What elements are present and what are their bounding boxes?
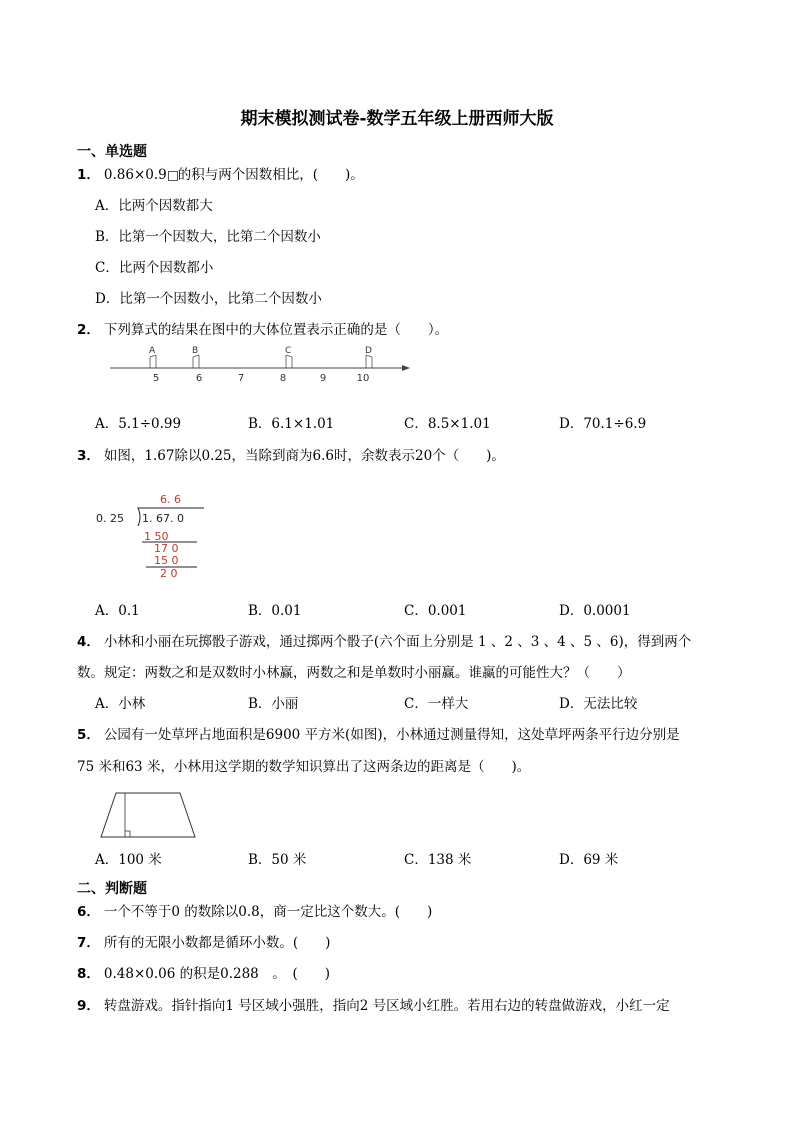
question-4-line-2: 数。规定：两数之和是双数时小林赢，两数之和是单数时小丽赢。谁赢的可能性大？（ ） bbox=[77, 665, 631, 681]
option-d: D．比第一个因数小，比第二个因数小 bbox=[95, 291, 322, 307]
question-5-line-2: 75 米和63 米，小林用这学期的数学知识算出了这两条边的距离是（ )。 bbox=[77, 759, 531, 775]
division-divisor: 0. 25 bbox=[96, 512, 124, 525]
question-5 bbox=[77, 725, 680, 745]
question-text: 公园有一处草坪占地面积是6900 平方米(如图)，小林通过测量得知，这处草坪两条平行边分别是 bbox=[103, 727, 680, 743]
division-quotient: 6. 6 bbox=[160, 493, 181, 506]
tick-label: 7 bbox=[237, 373, 245, 384]
trapezoid-figure bbox=[99, 789, 199, 841]
section-heading-single-choice: 一、单选题 bbox=[77, 144, 147, 160]
option-b: B．50 米 bbox=[248, 852, 307, 868]
option-d: D．69 米 bbox=[559, 852, 619, 868]
option-a: A．100 米 bbox=[95, 852, 162, 868]
question-text: 0.48×0.06 的积是0.288 。 ( ) bbox=[103, 966, 331, 982]
point-label: B bbox=[192, 346, 199, 356]
question-6 bbox=[77, 902, 432, 922]
question-text: 0.86×0.9 bbox=[103, 167, 167, 183]
question-text: 转盘游戏。指针指向1 号区域小强胜，指向2 号区域小红胜。若用右边的转盘做游戏，小红一定 bbox=[103, 998, 670, 1014]
tick-label: 9 bbox=[319, 373, 327, 384]
question-number: 9． bbox=[77, 998, 100, 1014]
division-dividend: 1. 67. 0 bbox=[142, 512, 184, 525]
question-text: 所有的无限小数都是循环小数。( ) bbox=[103, 935, 331, 951]
option-c: C．0.001 bbox=[404, 603, 467, 619]
question-text: 小林和小丽在玩掷骰子游戏，通过掷两个骰子(六个面上分别是 1 、2 、3 、4 、5 、6)，得到两个 bbox=[103, 634, 692, 650]
question-text: 一个不等于0 的数除以0.8，商一定比这个数大。( ) bbox=[103, 904, 433, 920]
option-d: D．无法比较 bbox=[559, 696, 638, 712]
tick-label: 6 bbox=[195, 373, 203, 384]
question-text: 下列算式的结果在图中的大体位置表示正确的是（ ）。 bbox=[103, 322, 449, 338]
options-row bbox=[95, 694, 735, 714]
option-b: B．6.1×1.01 bbox=[248, 416, 335, 432]
option-a: A．0.1 bbox=[95, 603, 140, 619]
question-8 bbox=[77, 964, 330, 984]
section-heading-true-false: 二、判断题 bbox=[77, 881, 147, 897]
question-number: 8． bbox=[77, 966, 100, 982]
division-remainder: 2 0 bbox=[160, 567, 178, 580]
option-c: C．138 米 bbox=[404, 852, 472, 868]
page-title: 期末模拟测试卷-数学五年级上册西师大版 bbox=[240, 109, 554, 129]
option-c: C．一样大 bbox=[404, 696, 469, 712]
options-row bbox=[95, 414, 735, 434]
question-number: 1． bbox=[77, 167, 100, 183]
long-division-figure bbox=[94, 490, 209, 582]
option-c: C．比两个因数都小 bbox=[95, 260, 214, 276]
option-b: B．比第一个因数大，比第二个因数小 bbox=[95, 229, 321, 245]
point-label: D bbox=[365, 346, 372, 356]
question-number: 6． bbox=[77, 904, 100, 920]
blank-box-icon bbox=[168, 171, 178, 181]
division-step: 15 0 bbox=[154, 554, 179, 567]
question-2 bbox=[77, 320, 448, 340]
tick-label: 5 bbox=[152, 373, 160, 384]
question-text: 如图，1.67除以0.25，当除到商为6.6时，余数表示20个（ )。 bbox=[103, 448, 505, 464]
question-1 bbox=[77, 165, 364, 185]
question-3 bbox=[77, 446, 505, 466]
question-number: 2． bbox=[77, 322, 100, 338]
option-a: A．小林 bbox=[95, 696, 146, 712]
point-label: A bbox=[149, 346, 156, 356]
division-step: 17 0 bbox=[154, 542, 179, 555]
question-9 bbox=[77, 996, 670, 1016]
division-step: 1 50 bbox=[144, 530, 169, 543]
tick-label: 10 bbox=[356, 373, 370, 384]
option-d: D．0.0001 bbox=[559, 603, 631, 619]
question-number: 5． bbox=[77, 727, 100, 743]
options-row bbox=[95, 601, 735, 621]
number-line-figure bbox=[108, 343, 413, 385]
question-number: 4． bbox=[77, 634, 100, 650]
options-row bbox=[95, 850, 735, 870]
tick-label: 8 bbox=[279, 373, 287, 384]
option-d: D．70.1÷6.9 bbox=[559, 416, 647, 432]
point-label: C bbox=[285, 346, 292, 356]
question-4 bbox=[77, 632, 691, 652]
question-number: 7． bbox=[77, 935, 100, 951]
option-b: B．0.01 bbox=[248, 603, 302, 619]
option-c: C．8.5×1.01 bbox=[404, 416, 491, 432]
question-7 bbox=[77, 933, 330, 953]
question-number: 3． bbox=[77, 448, 100, 464]
option-a: A．比两个因数都大 bbox=[95, 198, 213, 214]
question-text: 的积与两个因数相比，( )。 bbox=[177, 167, 364, 183]
option-b: B．小丽 bbox=[248, 696, 299, 712]
option-a: A．5.1÷0.99 bbox=[95, 416, 182, 432]
